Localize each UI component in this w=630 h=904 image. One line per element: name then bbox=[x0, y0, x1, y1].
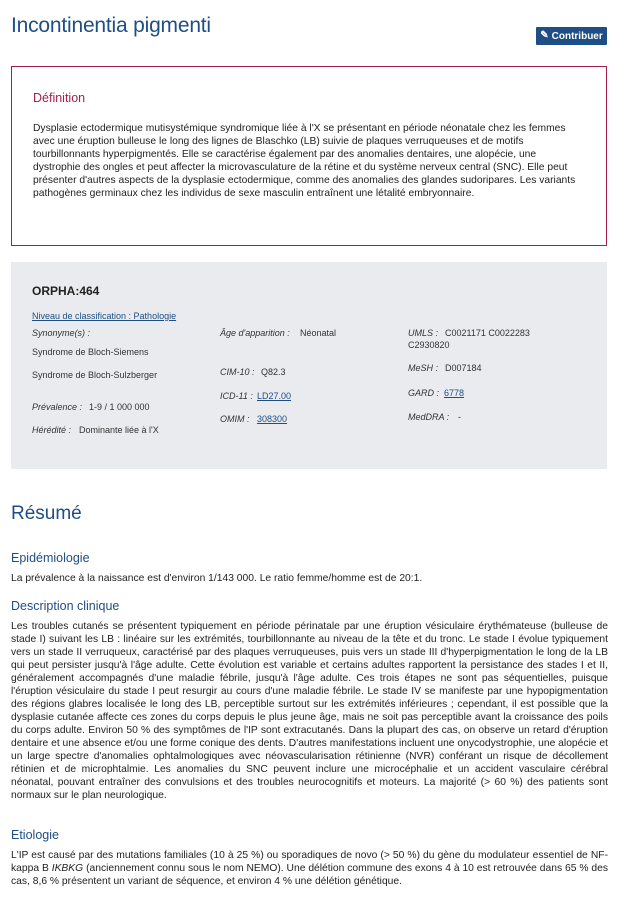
umls-value-2: C2930820 bbox=[408, 340, 450, 350]
heredity-value: Dominante liée à l'X bbox=[79, 425, 159, 435]
gard-link[interactable]: 6778 bbox=[444, 388, 465, 398]
etiology-text bbox=[11, 849, 608, 888]
disease-info-box bbox=[11, 262, 607, 469]
cim10-value: Q82.3 bbox=[261, 367, 286, 377]
prevalence-value: 1-9 / 1 000 000 bbox=[89, 402, 150, 412]
meddra-label: MedDRA : bbox=[408, 412, 450, 422]
heredity-label: Hérédité : bbox=[32, 425, 72, 435]
etiology-text-before: L'IP est causé par des mutations familiales (10 à 25 %) ou sporadiques de novo (> 50 %) du gène du modulateur essentiel de NF-kappa B bbox=[11, 850, 608, 874]
definition-box bbox=[11, 66, 607, 246]
definition-title: Définition bbox=[33, 91, 86, 105]
synonym-item: Syndrome de Bloch-Sulzberger bbox=[32, 370, 158, 380]
omim-link[interactable]: 308300 bbox=[257, 414, 288, 424]
definition-text: Dysplasie ectodermique mutisystémique syndromique liée à l'X se présentant en période néonatale chez les femmes avec une éruption bulleuse le long des lignes de Blaschko (LB) suivie de plaques verruqueuses et de motifs tourbillonnants hyperpigmentés. Elle se caractérise également par des anomalies dentaires, une alopécie, une dystrophie des ongles et peut affecter la microvasculature de la rétine et du système nerveux central (SNC). Elle peut présenter d'autres aspects de la dysplasie ectodermique, comme des anomalies des glandes sudoripares. Les variants pathogènes germinaux chez les individus de sexe masculin entraînent une létalité embryonnaire. bbox=[33, 123, 576, 199]
contribute-label: Contribuer bbox=[551, 30, 603, 42]
synonyms-label: Synonyme(s) : bbox=[32, 328, 91, 338]
icd11-link[interactable]: LD27.00 bbox=[257, 391, 292, 401]
synonym-item: Syndrome de Bloch-Siemens bbox=[32, 347, 149, 357]
umls-value-1: C0021171 C0022283 bbox=[445, 328, 530, 338]
clinical-description-text: Les troubles cutanés se présentent typiquement en période périnatale par une éruption vésiculaire érythémateuse (bulleuse de stade I) suivant les LB : linéaire sur les extrémités, tourbillonnante au niveau de la tête et du tronc. Le stade I évolue typiquement vers un stade II verruqueux, caractérisé par des plaques verruqueuses, puis vers un stade III d'hyperpigmentation le long de la LB qui peut persister jusqu'à l'âge adulte. Cette évolution est variable et certains adultes rapportent la persistance des stades I et II, généralement accompagnés d'une maladie fébrile, jusqu'à l'âge adulte. Ces trois étapes ne sont pas séquentielles, puisque l'éruption vésiculaire du stade I peut resurgir au cours d'une maladie fébrile. Le stade IV se manifeste par une hypopigmentation des régions glabres localisée le long des LB, perceptible surtout sur les extrémités inférieures ; cependant, il est possible que la dysplasie cutanée affecte ces zones du corps depuis le plus jeune âge, mais ne soit pas perceptible avant la croissance des poils du corps adulte. Environ 50 % des symptômes de l'IP sont extracutanés. Dans la plupart des cas, on observe un retard d'éruption dentaire et une absence et/ou une forme conique des dents. D'autres manifestations incluent une onycodystrophie, une alopécie et un large spectre d'anomalies ophtalmologiques avec néovascularisation rétinienne (NVR) conférant un risque de décollement rétinien et de microphtalmie. Les anomalies du SNC peuvent inclure une microcéphalie et un accident vasculaire cérébral néonatal, pouvant entraîner des convulsions et des troubles neurocognitifs et moteurs. La majorité (> 60 %) des patients sont normaux sur le plan neurologique. bbox=[11, 621, 608, 801]
clinical-description-title: Description clinique bbox=[11, 599, 120, 613]
mesh-value: D007184 bbox=[445, 363, 482, 373]
epidemiology-title: Epidémiologie bbox=[11, 551, 90, 565]
umls-label: UMLS : bbox=[408, 328, 439, 338]
onset-value: Néonatal bbox=[300, 328, 337, 338]
pencil-icon: ✎ bbox=[540, 30, 549, 41]
cim10-label: CIM-10 : bbox=[220, 367, 255, 377]
gene-name: IKBKG bbox=[51, 863, 84, 874]
page-title: Incontinentia pigmenti bbox=[11, 14, 211, 37]
onset-label: Âge d'apparition : bbox=[220, 328, 290, 338]
icd11-label: ICD-11 : bbox=[220, 391, 253, 401]
orpha-code: ORPHA:464 bbox=[32, 284, 100, 298]
mesh-label: MeSH : bbox=[408, 363, 439, 373]
epidemiology-text: La prévalence à la naissance est d'environ 1/143 000. Le ratio femme/homme est de 20:1. bbox=[11, 573, 423, 584]
etiology-text-after: (anciennement connu sous le nom NEMO). Une délétion commune des exons 4 à 10 est retrouvée dans 65 % des cas, 8,6 % présentent un variant de séquence, et environ 4 % une délétion génétique. bbox=[11, 863, 608, 887]
meddra-value: - bbox=[458, 412, 461, 422]
classification-link[interactable]: Niveau de classification : Pathologie bbox=[32, 311, 177, 321]
summary-title: Résumé bbox=[11, 503, 82, 524]
prevalence-label: Prévalence : bbox=[32, 402, 83, 412]
gard-label: GARD : bbox=[408, 388, 440, 398]
contribute-button[interactable] bbox=[536, 27, 607, 45]
etiology-title: Etiologie bbox=[11, 828, 59, 842]
omim-label: OMIM : bbox=[220, 414, 250, 424]
